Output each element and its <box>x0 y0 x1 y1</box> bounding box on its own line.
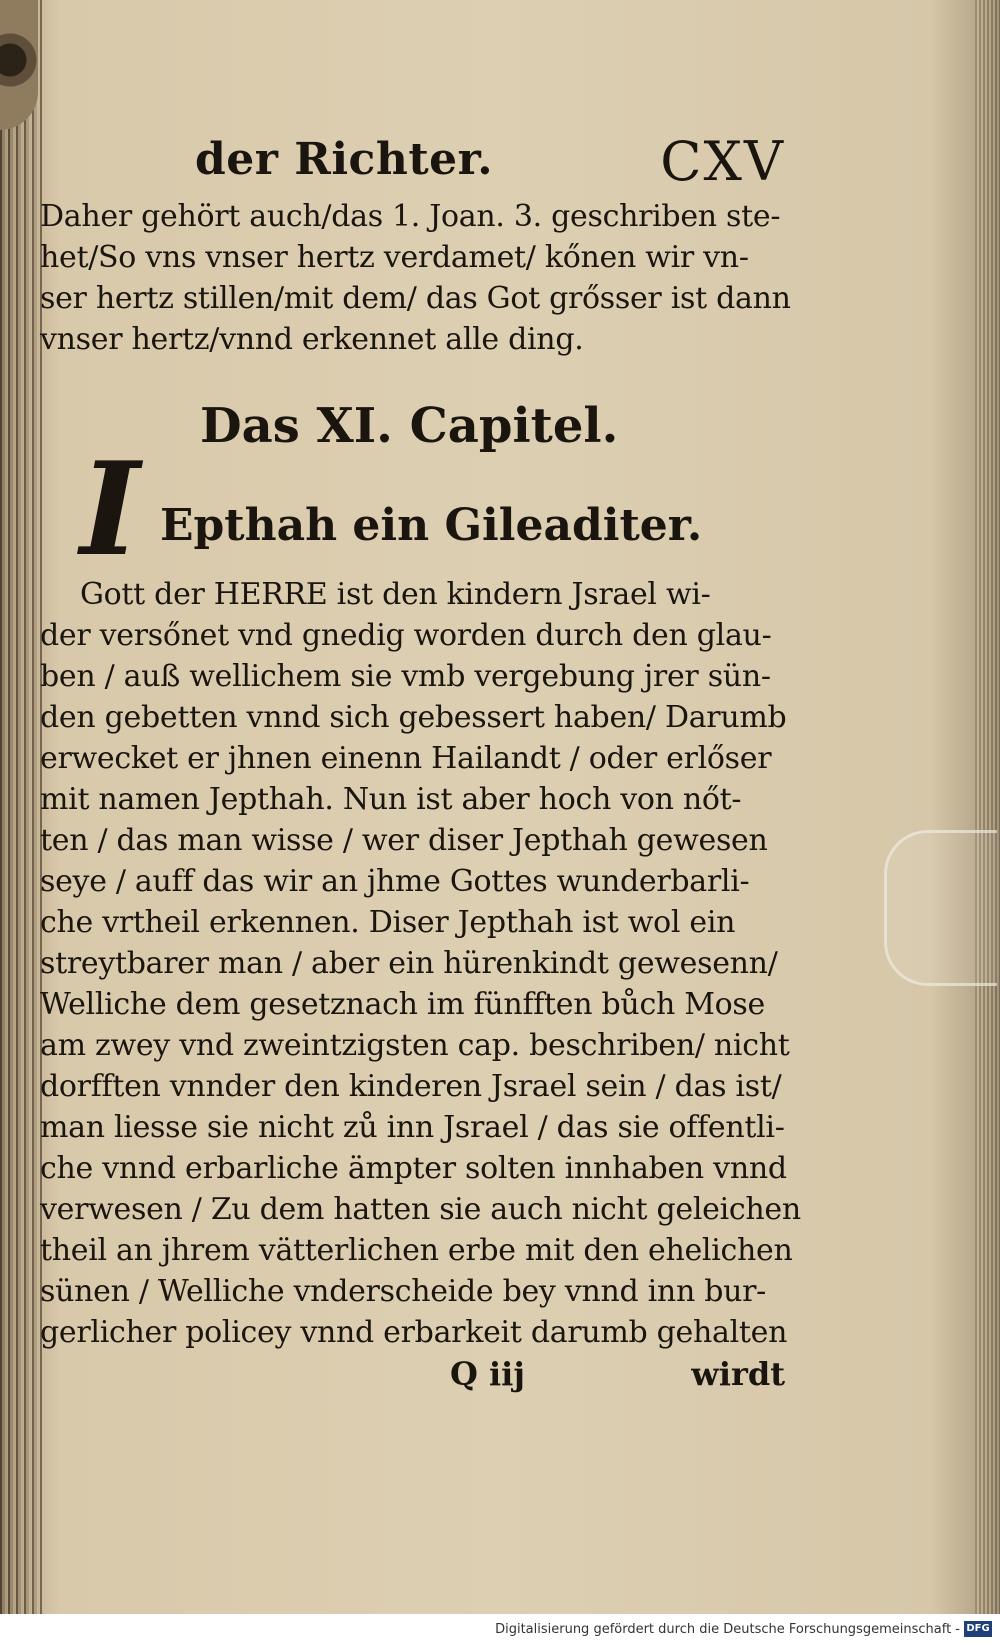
dfg-logo: DFG <box>964 1621 992 1637</box>
folio-number: CXV <box>660 130 785 193</box>
text-line: Welliche dem gesetznach im fünfften bůch Mose <box>40 987 765 1022</box>
page-text <box>40 130 801 1401</box>
text-line: gerlicher policey vnnd erbarkeit darumb gehalten <box>40 1315 788 1350</box>
running-head: der Richter. <box>195 134 494 185</box>
funding-credit: Digitalisierung gefördert durch die Deutsche Forschungsgemeinschaft - <box>495 1622 960 1637</box>
signature-mark: Q iij <box>450 1355 525 1393</box>
text-line: sünen / Welliche vnderscheide bey vnnd inn bur- <box>40 1274 767 1309</box>
section-title: Epthah ein Gileaditer. <box>160 500 703 551</box>
page-header <box>40 130 785 193</box>
text-line: man liesse sie nicht zů inn Jsrael / das sie offentli- <box>40 1110 785 1145</box>
section-heading <box>40 435 785 585</box>
page-stack-right <box>975 0 1000 1614</box>
text-line: che vrtheil erkennen. Diser Jepthah ist wol ein <box>40 905 736 940</box>
text-line: ten / das man wisse / wer diser Jepthah gewesen <box>40 823 768 858</box>
text-line: che vnnd erbarliche ämpter solten innhaben vnnd <box>40 1151 787 1186</box>
decorated-initial: I <box>80 435 140 585</box>
text-line: theil an jhrem vätterlichen erbe mit den ehelichen <box>40 1233 793 1268</box>
text-line: der versőnet vnd gnedig worden durch den glau- <box>40 618 772 653</box>
page-curl <box>0 0 38 130</box>
catchword: wirdt <box>691 1355 785 1393</box>
chapter-title: Das XI. Capitel. <box>200 398 619 454</box>
text-line: erwecket er jhnen einenn Hailandt / oder erlőser <box>40 741 772 776</box>
page-footer <box>40 1355 785 1401</box>
paragraph-1 <box>40 196 791 360</box>
text-line: Gott der HERRE ist den kindern Jsrael wi- <box>80 577 711 612</box>
credit-bar <box>0 1614 1000 1644</box>
text-line: verwesen / Zu dem hatten sie auch nicht geleichen <box>40 1192 801 1227</box>
text-line: vnser hertz/vnnd erkennet alle ding. <box>40 322 584 357</box>
page-clip <box>884 830 997 986</box>
text-line: mit namen Jepthah. Nun ist aber hoch von nőt- <box>40 782 742 817</box>
text-line: streytbarer man / aber ein hürenkindt gewesenn/ <box>40 946 778 981</box>
text-line: den gebetten vnnd sich gebessert haben/ Darumb <box>40 700 787 735</box>
body-paragraph <box>40 574 801 1353</box>
text-line: het/So vns vnser hertz verdamet/ kőnen wir vn- <box>40 240 749 275</box>
text-line: dorfften vnnder den kinderen Jsrael sein / das ist/ <box>40 1069 782 1104</box>
text-line: Daher gehört auch/das 1. Joan. 3. geschriben ste- <box>40 199 781 234</box>
text-line: ser hertz stillen/mit dem/ das Got grősser ist dann <box>40 281 791 316</box>
page-stack-left <box>0 0 42 1614</box>
text-line: am zwey vnd zweintzigsten cap. beschriben/ nicht <box>40 1028 790 1063</box>
text-line: seye / auff das wir an jhme Gottes wunderbarli- <box>40 864 750 899</box>
text-line: ben / auß wellichem sie vmb vergebung jrer sün- <box>40 659 771 694</box>
